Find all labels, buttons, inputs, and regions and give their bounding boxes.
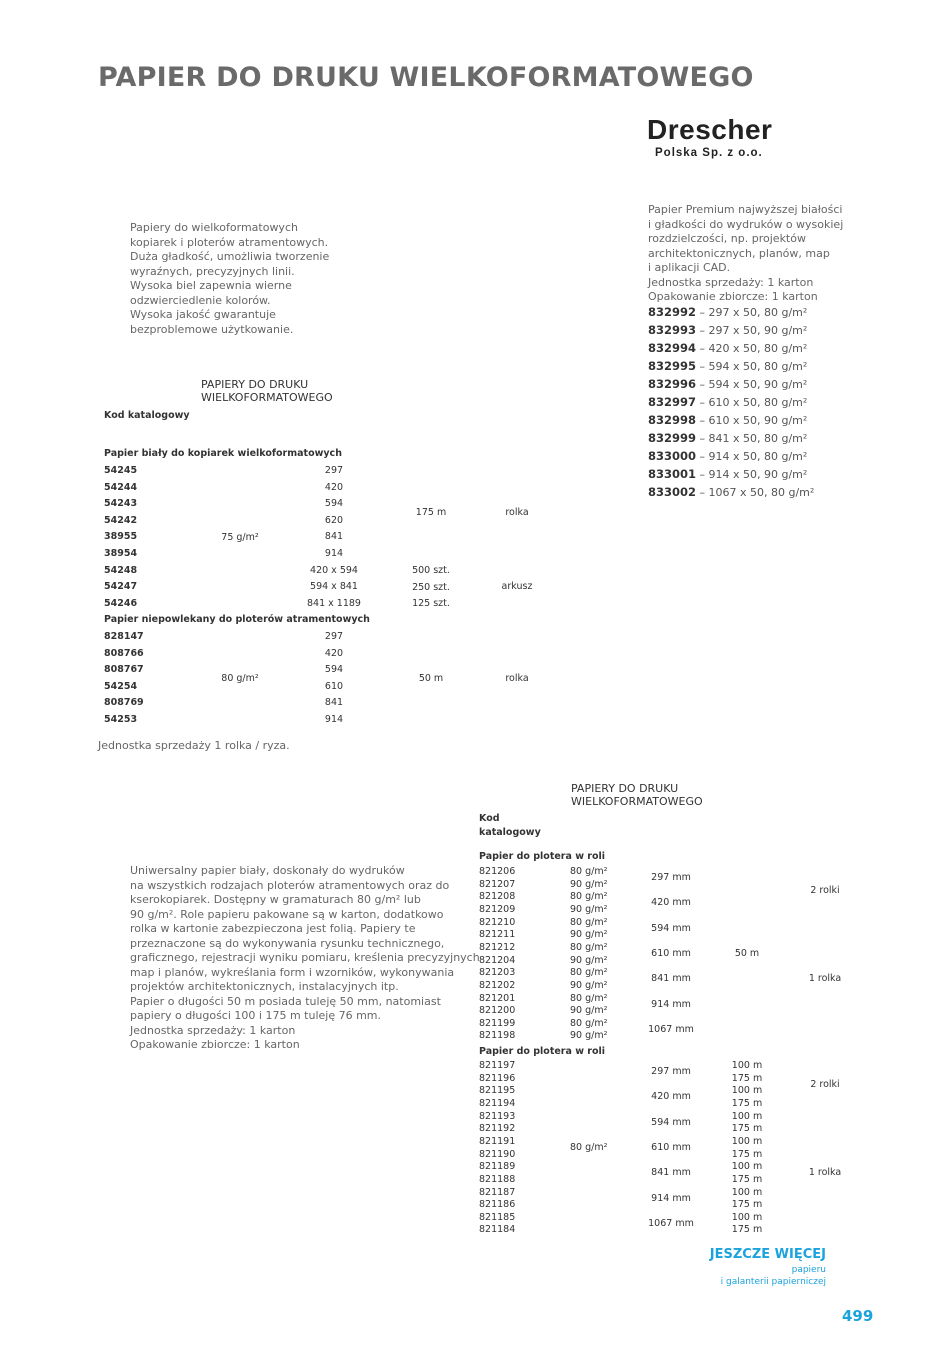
table2-length: 100 m	[731, 1085, 763, 1097]
table2-code: 821203	[479, 967, 516, 979]
intro-right-line: Papier Premium najwyższej białości	[648, 203, 843, 216]
premium-product-code: 832998	[648, 413, 697, 427]
intro-left-line: Wysoka biel zapewnia wierne	[130, 279, 292, 292]
premium-product-item	[648, 395, 814, 413]
table2-code: 821197	[479, 1060, 516, 1071]
table1-sheet-unit: arkusz	[501, 581, 533, 592]
table2-width: 594 mm	[651, 922, 691, 934]
table2-weight: 90 g/m²	[570, 954, 608, 966]
table2-weight: 90 g/m²	[570, 903, 608, 915]
intro-right-line: i aplikacji CAD.	[648, 261, 731, 274]
table2-code: 821196	[479, 1072, 516, 1084]
table2-code: 821184	[479, 1224, 516, 1236]
table1-size: 620	[324, 514, 344, 526]
intro-left-line: Duża gładkość, umożliwia tworzenie	[130, 250, 330, 263]
table2-weight: 80 g/m²	[570, 992, 608, 1004]
more-link-title[interactable]: JESZCZE WIĘCEJ	[709, 1247, 826, 1262]
premium-product-item	[648, 413, 814, 431]
table1-size: 594 x 841	[310, 581, 358, 593]
table1-weight1: 75 g/m²	[221, 532, 259, 543]
premium-product-desc: – 594 x 50, 80 g/m²	[696, 360, 808, 373]
brand-logo-subtitle: Polska Sp. z o.o.	[655, 147, 763, 159]
table2-code: 821207	[479, 878, 516, 890]
universal-description-line: Papier o długości 50 m posiada tuleję 50 mm, natomiast	[130, 994, 441, 1008]
premium-product-item	[648, 467, 814, 485]
table2-code: 821190	[479, 1148, 516, 1160]
table2-title-line2: WIELKOFORMATOWEGO	[571, 795, 703, 808]
table2-section1-title: Papier do plotera w roli	[479, 851, 606, 862]
table2-length: 100 m	[731, 1161, 763, 1173]
table2-width: 914 mm	[651, 998, 691, 1010]
table2-length: 100 m	[731, 1135, 763, 1147]
table1-size: 914	[324, 548, 344, 559]
table2-width: 841 mm	[651, 973, 691, 985]
table1-code: 54245	[104, 465, 138, 476]
table2-length: 100 m	[731, 1110, 763, 1122]
table1-code: 808769	[104, 697, 144, 709]
premium-product-code: 832995	[648, 359, 697, 373]
table1-roll-length: 175 m	[415, 507, 447, 518]
table1-code: 54243	[104, 498, 138, 510]
table1-code: 54244	[104, 481, 138, 493]
table1-size: 297	[324, 631, 344, 642]
table2-width: 914 mm	[651, 1192, 691, 1204]
premium-product-desc: – 914 x 50, 80 g/m²	[696, 450, 808, 463]
table2-length: 175 m	[731, 1097, 763, 1109]
table2-weight: 80 g/m²	[570, 941, 608, 953]
universal-description-line: Uniwersalny papier biały, doskonały do wydruków	[130, 864, 405, 877]
table2-width: 297 mm	[651, 1066, 691, 1077]
premium-product-item	[648, 305, 814, 323]
premium-product-desc: – 297 x 50, 90 g/m²	[696, 324, 808, 337]
intro-right-line: i gładkości do wydruków o wysokiej	[648, 217, 844, 231]
premium-product-code: 832997	[648, 395, 697, 409]
table1-size: 420 x 594	[310, 564, 358, 576]
intro-left-description	[130, 221, 329, 337]
premium-product-code: 832999	[648, 431, 697, 445]
premium-product-item	[648, 431, 814, 449]
intro-left-line: Papiery do wielkoformatowych	[130, 221, 298, 234]
table1-size: 841	[324, 531, 344, 543]
table2-width: 1067 mm	[648, 1217, 694, 1229]
premium-product-item	[648, 485, 814, 503]
intro-left-line: kopiarek i ploterów atramentowych.	[130, 235, 329, 249]
page-title: PAPIER DO DRUKU WIELKOFORMATOWEGO	[98, 62, 754, 93]
table1-size: 297	[324, 465, 344, 476]
table2-weight: 90 g/m²	[570, 1030, 608, 1042]
universal-description-line: Opakowanie zbiorcze: 1 karton	[130, 1038, 300, 1051]
premium-product-item	[648, 377, 814, 395]
table2-width: 610 mm	[651, 1141, 691, 1153]
premium-product-desc: – 610 x 50, 90 g/m²	[696, 414, 808, 427]
table2-width: 420 mm	[651, 897, 691, 909]
premium-product-code: 832992	[648, 305, 697, 319]
table1-code: 38954	[104, 548, 138, 559]
table2-code: 821209	[479, 903, 516, 915]
premium-product-desc: – 297 x 50, 80 g/m²	[696, 306, 808, 319]
table1-code: 38955	[104, 531, 138, 543]
table2-pack-a2: 2 rolki	[810, 1079, 840, 1090]
table2-code: 821188	[479, 1173, 516, 1185]
table1-section1-title: Papier biały do kopiarek wielkoformatowych	[104, 448, 342, 459]
table2-length: 100 m	[731, 1060, 763, 1071]
table2-weight: 80 g/m²	[570, 1017, 608, 1029]
table1-footnote: Jednostka sprzedaży 1 rolka / ryza.	[98, 739, 290, 752]
table2-length: 175 m	[731, 1224, 763, 1236]
table1-size: 594	[324, 498, 344, 510]
brand-logo-name: Drescher	[647, 114, 773, 145]
premium-product-code: 833000	[648, 449, 697, 463]
table2-weight: 90 g/m²	[570, 1005, 608, 1017]
universal-description-line: Jednostka sprzedaży: 1 karton	[130, 1023, 296, 1037]
universal-description-line: kserokopiarek. Dostępny w gramaturach 80 g/m² lub	[130, 893, 421, 906]
table2-code-header-line2: katalogowy	[479, 827, 541, 838]
table2-width: 297 mm	[651, 872, 691, 883]
universal-description-line: graficznego, rejestracji wyniku pomiaru, kreślenia precyzyjnych	[130, 951, 480, 964]
table2-length: 175 m	[731, 1173, 763, 1185]
table1-code-header: Kod katalogowy	[104, 410, 190, 421]
table1-code: 828147	[104, 631, 144, 642]
table2-code: 821210	[479, 916, 516, 928]
table2-length: 100 m	[731, 1211, 763, 1223]
table2-code: 821198	[479, 1030, 516, 1042]
table2-code: 821211	[479, 929, 516, 941]
premium-product-desc: – 1067 x 50, 80 g/m²	[696, 486, 815, 499]
table2-code: 821200	[479, 1005, 516, 1017]
table2-code: 821185	[479, 1211, 516, 1223]
table2-code: 821212	[479, 941, 516, 953]
table2-weight2: 80 g/m²	[570, 1142, 608, 1153]
table2-code: 821199	[479, 1017, 516, 1029]
premium-product-code: 832994	[648, 341, 697, 355]
more-link-line2: i galanterii papierniczej	[720, 1277, 826, 1287]
table2-pack-b2: 1 rolka	[808, 1167, 842, 1178]
table1-title-line2: WIELKOFORMATOWEGO	[201, 391, 333, 404]
table2-weight: 80 g/m²	[570, 916, 608, 928]
table2-code: 821189	[479, 1161, 516, 1173]
page-number: 499	[842, 1307, 874, 1325]
premium-product-desc: – 841 x 50, 80 g/m²	[696, 432, 808, 445]
premium-product-code: 832993	[648, 323, 697, 337]
intro-left-line: bezproblemowe użytkowanie.	[130, 322, 294, 336]
table1-code: 54253	[104, 714, 138, 725]
premium-product-item	[648, 341, 814, 359]
universal-paper-description	[130, 864, 480, 1053]
table2-weight: 90 g/m²	[570, 979, 608, 991]
more-link-line1: papieru	[791, 1265, 826, 1275]
table2-weight: 90 g/m²	[570, 929, 608, 941]
premium-product-desc: – 914 x 50, 90 g/m²	[696, 468, 808, 481]
table2-width: 841 mm	[651, 1167, 691, 1179]
table2-code: 821204	[479, 954, 516, 966]
table1-code: 54254	[104, 680, 138, 692]
premium-product-item	[648, 449, 814, 467]
universal-description-line: 90 g/m². Role papieru pakowane są w karton, dodatkowo	[130, 907, 444, 921]
table2-code: 821186	[479, 1199, 516, 1211]
table1-size: 610	[324, 680, 344, 692]
table2-section2-title: Papier do plotera w roli	[479, 1046, 606, 1057]
universal-description-line: projektów architektonicznych, instalacyjnych itp.	[130, 980, 399, 993]
intro-right-line: rozdzielczości, np. projektów	[648, 232, 806, 245]
table2-weight: 80 g/m²	[570, 967, 608, 979]
table1-code: 54247	[104, 581, 138, 593]
table2-code: 821191	[479, 1135, 516, 1147]
table2-code: 821193	[479, 1110, 516, 1122]
table2-title-line1: PAPIERY DO DRUKU	[571, 782, 679, 795]
table2-code: 821208	[479, 891, 516, 903]
table1-code: 808766	[104, 647, 144, 659]
intro-left-line: wyraźnych, precyzyjnych linii.	[130, 264, 295, 278]
intro-right-description	[648, 203, 843, 305]
table2-code: 821201	[479, 992, 516, 1004]
table2-weight: 80 g/m²	[570, 891, 608, 903]
table2-title	[571, 782, 703, 808]
table2-length: 175 m	[731, 1148, 763, 1160]
table2-code-header-line1: Kod	[479, 813, 500, 824]
table2-length: 175 m	[731, 1072, 763, 1084]
table2-width: 420 mm	[651, 1091, 691, 1103]
table1-code: 54248	[104, 564, 138, 576]
table2-length1: 50 m	[734, 948, 760, 959]
table1-unit2: rolka	[505, 673, 529, 684]
table2-width: 610 mm	[651, 947, 691, 959]
premium-product-code: 832996	[648, 377, 697, 391]
table1-length2: 50 m	[418, 673, 444, 684]
premium-product-code: 833002	[648, 485, 697, 499]
premium-product-item	[648, 323, 814, 341]
table1-code: 808767	[104, 664, 144, 676]
table1-title	[201, 378, 333, 404]
table2-width: 1067 mm	[648, 1023, 694, 1035]
table1-code: 54242	[104, 514, 138, 526]
table2-code: 821195	[479, 1085, 516, 1097]
premium-product-desc: – 420 x 50, 80 g/m²	[696, 342, 808, 355]
table2-length: 175 m	[731, 1199, 763, 1211]
universal-description-line: rolka w kartonie zabezpieczona jest folią. Papiery te	[130, 922, 416, 935]
intro-right-line: Opakowanie zbiorcze: 1 karton	[648, 290, 818, 303]
universal-description-line: przeznaczone są do wykonywania rysunku technicznego,	[130, 936, 445, 950]
universal-description-line: map i planów, wykreślania form i wzorników, wykonywania	[130, 965, 455, 979]
premium-product-list	[648, 305, 814, 503]
table2-weight: 90 g/m²	[570, 878, 608, 890]
table2-length: 100 m	[731, 1186, 763, 1198]
intro-right-line: Jednostka sprzedaży: 1 karton	[648, 275, 814, 289]
table2-code: 821187	[479, 1186, 516, 1198]
premium-product-item	[648, 359, 814, 377]
table1-size: 841 x 1189	[307, 597, 361, 609]
table2-length: 175 m	[731, 1123, 763, 1135]
table1-section2-title: Papier niepowlekany do ploterów atramentowych	[104, 614, 370, 625]
table2-width: 594 mm	[651, 1116, 691, 1128]
table1-size: 914	[324, 714, 344, 725]
table1-code: 54246	[104, 597, 138, 609]
table2-weight: 80 g/m²	[570, 866, 608, 877]
table1-sheet-count: 500 szt.	[412, 565, 450, 576]
universal-description-line: papiery o długości 100 i 175 m tuleję 76 mm.	[130, 1009, 382, 1022]
table1-size: 841	[324, 697, 344, 709]
table2-pack-b1: 1 rolka	[808, 973, 842, 984]
table1-title-line1: PAPIERY DO DRUKU	[201, 378, 309, 391]
table1-sheet-count: 125 szt.	[412, 598, 450, 610]
table1-size: 420	[324, 647, 344, 659]
premium-product-code: 833001	[648, 467, 697, 481]
table2-pack-a1: 2 rolki	[810, 885, 840, 896]
premium-product-desc: – 610 x 50, 80 g/m²	[696, 396, 808, 409]
table2-code: 821206	[479, 866, 516, 877]
table1-size: 420	[324, 481, 344, 493]
intro-right-line: architektonicznych, planów, map	[648, 246, 830, 260]
table2-code: 821194	[479, 1097, 516, 1109]
universal-description-line: na wszystkich rodzajach ploterów atramentowych oraz do	[130, 878, 450, 892]
table2-code-header	[479, 812, 541, 840]
table1-size: 594	[324, 664, 344, 676]
table1-weight2: 80 g/m²	[221, 673, 259, 684]
table2-code: 821202	[479, 979, 516, 991]
premium-product-desc: – 594 x 50, 90 g/m²	[696, 378, 808, 391]
table2-code: 821192	[479, 1123, 516, 1135]
intro-left-line: Wysoka jakość gwarantuje	[130, 308, 276, 321]
intro-left-line: odzwierciedlenie kolorów.	[130, 293, 271, 307]
table1-sheet-count: 250 szt.	[412, 581, 450, 593]
table1-roll-unit: rolka	[505, 507, 529, 518]
